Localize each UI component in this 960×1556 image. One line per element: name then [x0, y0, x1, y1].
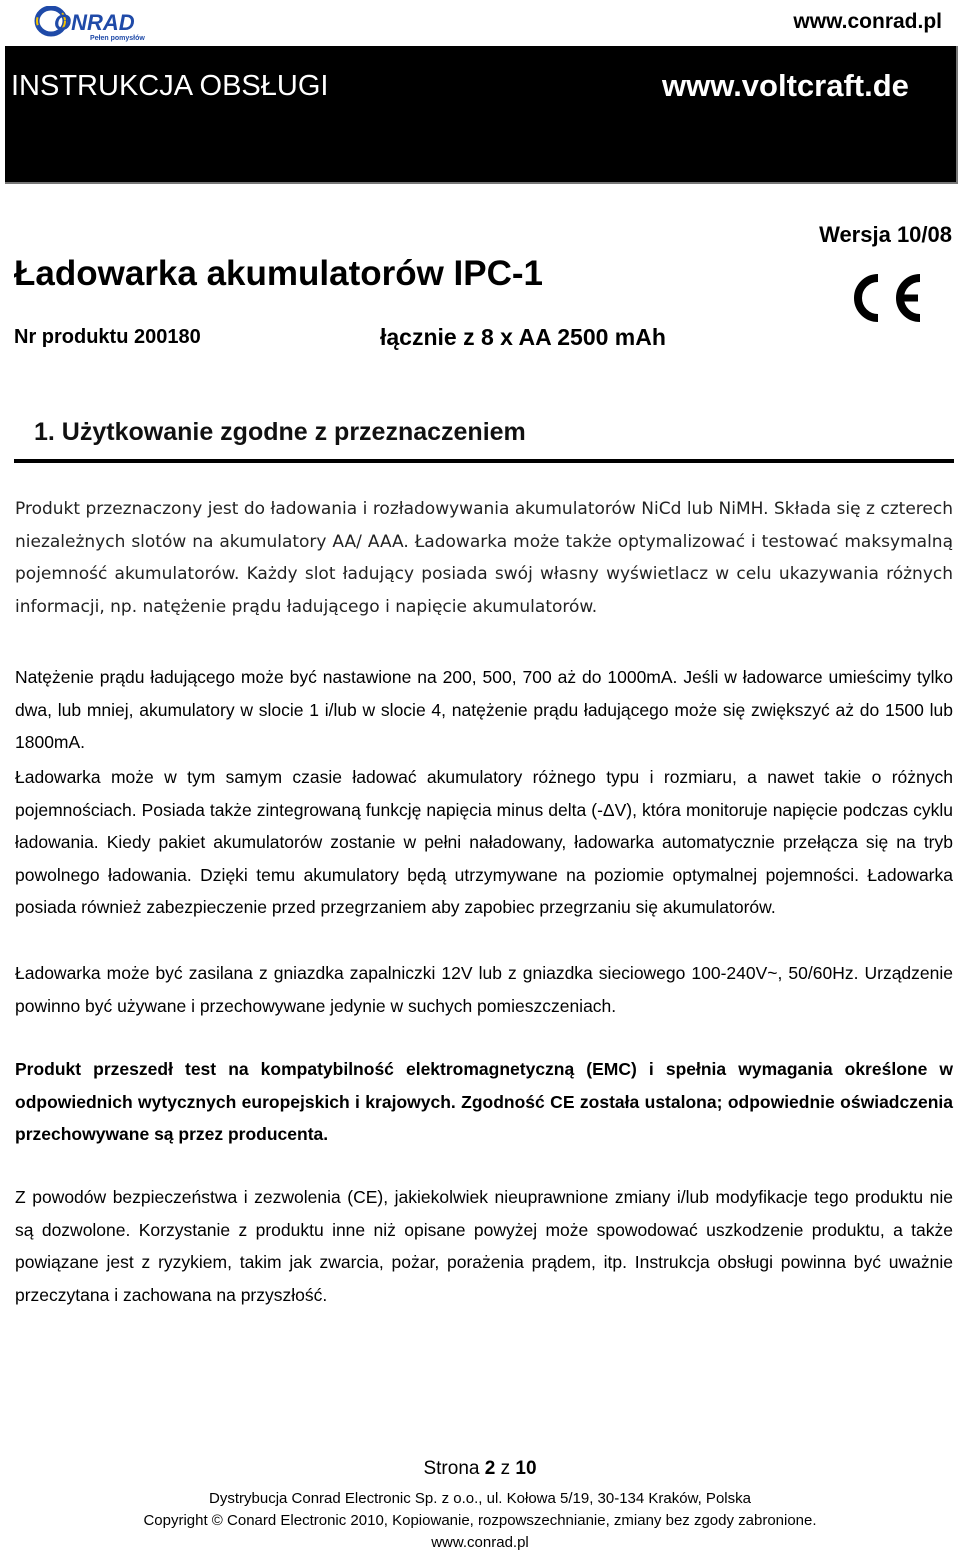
footer-distributor: Dystrybucja Conrad Electronic Sp. z o.o., ul. Kołowa 5/19, 30-134 Kraków, Polska — [209, 1490, 751, 1507]
svg-text:ONRAD: ONRAD — [54, 10, 135, 35]
version-label: Wersja 10/08 — [819, 222, 952, 247]
banner-url[interactable]: www.voltcraft.de — [662, 68, 909, 103]
page-current: 2 — [484, 1458, 496, 1479]
conrad-logo — [34, 6, 158, 42]
page-number — [0, 1458, 960, 1480]
page-prefix: Strona — [423, 1458, 485, 1479]
ce-mark-icon — [848, 270, 924, 326]
paragraph-charging-features: Ładowarka może w tym samym czasie ładować akumulatory różnego typu i rozmiaru, a nawet takie o różnych pojemnościach. Posiada także zintegrowaną funkcję napięcia minus delta (-ΔV), która monitoruje napięcie podczas cyklu ładowania. Kiedy pakiet akumulatorów zostanie w pełni naładowany, ładowarka automatycznie przełącza się na tryb powolnego ładowania. Dzięki temu akumulatory będą utrzymywane na poziomie optymalnej pojemności. Ładowarka posiada również zabezpieczenie przed przegrzaniem aby zapobiec przegrzaniu się akumulatorów. — [15, 767, 953, 917]
paragraph-power-supply: Ładowarka może być zasilana z gniazdka zapalniczki 12V lub z gniazdka sieciowego 100-240V~, 50/60Hz. Urządzenie powinno być używane i przechowywane jedynie w suchych pomieszczeniach. — [15, 963, 953, 1016]
banner-title: INSTRUKCJA OBSŁUGI — [11, 70, 329, 102]
title-banner — [5, 46, 958, 184]
paragraph-intended-use: Produkt przeznaczony jest do ładowania i rozładowywania akumulatorów NiCd lub NiMH. Składa się z czterech niezależnych slotów na akumulatory AA/ AAA. Ładowarka może także optymalizować i testować maksymalną pojemność akumulatorów. Każdy slot ładujący posiada swój własny wyświetlacz w celu ukazywania różnych informacji, np. natężenie prądu ładującego i napięcie akumulatorów. — [15, 499, 953, 617]
page-total: 10 — [515, 1458, 537, 1479]
section-divider — [14, 459, 954, 463]
header-url[interactable]: www.conrad.pl — [793, 10, 942, 33]
product-title: Ładowarka akumulatorów IPC-1 — [14, 254, 544, 293]
svg-text:Pełen pomysłów: Pełen pomysłów — [90, 35, 145, 42]
bundle-info: łącznie z 8 x AA 2500 mAh — [380, 324, 666, 350]
paragraph-safety-notice: Z powodów bezpieczeństwa i zezwolenia (CE), jakiekolwiek nieuprawnione zmiany i/lub modyfikacje tego produktu nie są dozwolone. Korzystanie z produktu inne niż opisane powyżej może spowodować uszkodzenie produktu, a także powiązane jest z ryzykiem, takim jak zwarcia, pożar, porażenia prądem, itp. Instrukcja obsługi powinna być uważnie przeczytana i zachowana na przyszłość. — [15, 1187, 953, 1305]
paragraph-emc-compliance: Produkt przeszedł test na kompatybilność elektromagnetyczną (EMC) i spełnia wymagania określone w odpowiednich wytycznych europejskich i krajowych. Zgodność CE została ustalona; odpowiednie oświadczenia przechowywane są przez producenta. — [15, 1059, 953, 1144]
page-separator: z — [495, 1458, 516, 1479]
product-number: Nr produktu 200180 — [14, 326, 201, 348]
paragraph-charge-current: Natężenie prądu ładującego może być nastawione na 200, 500, 700 aż do 1000mA. Jeśli w ładowarce umieścimy tylko dwa, lub mniej, akumulatory w slocie 1 i/lub w slocie 4, natężenie prądu ładującego może się zwiększyć aż do 1500 lub 1800mA. — [15, 667, 953, 752]
footer-url[interactable]: www.conrad.pl — [431, 1534, 529, 1551]
footer-copyright: Copyright © Conard Electronic 2010, Kopiowanie, rozpowszechnianie, zmiany bez zgody zabronione. — [143, 1512, 817, 1529]
section-heading: 1. Użytkowanie zgodne z przeznaczeniem — [34, 418, 526, 446]
